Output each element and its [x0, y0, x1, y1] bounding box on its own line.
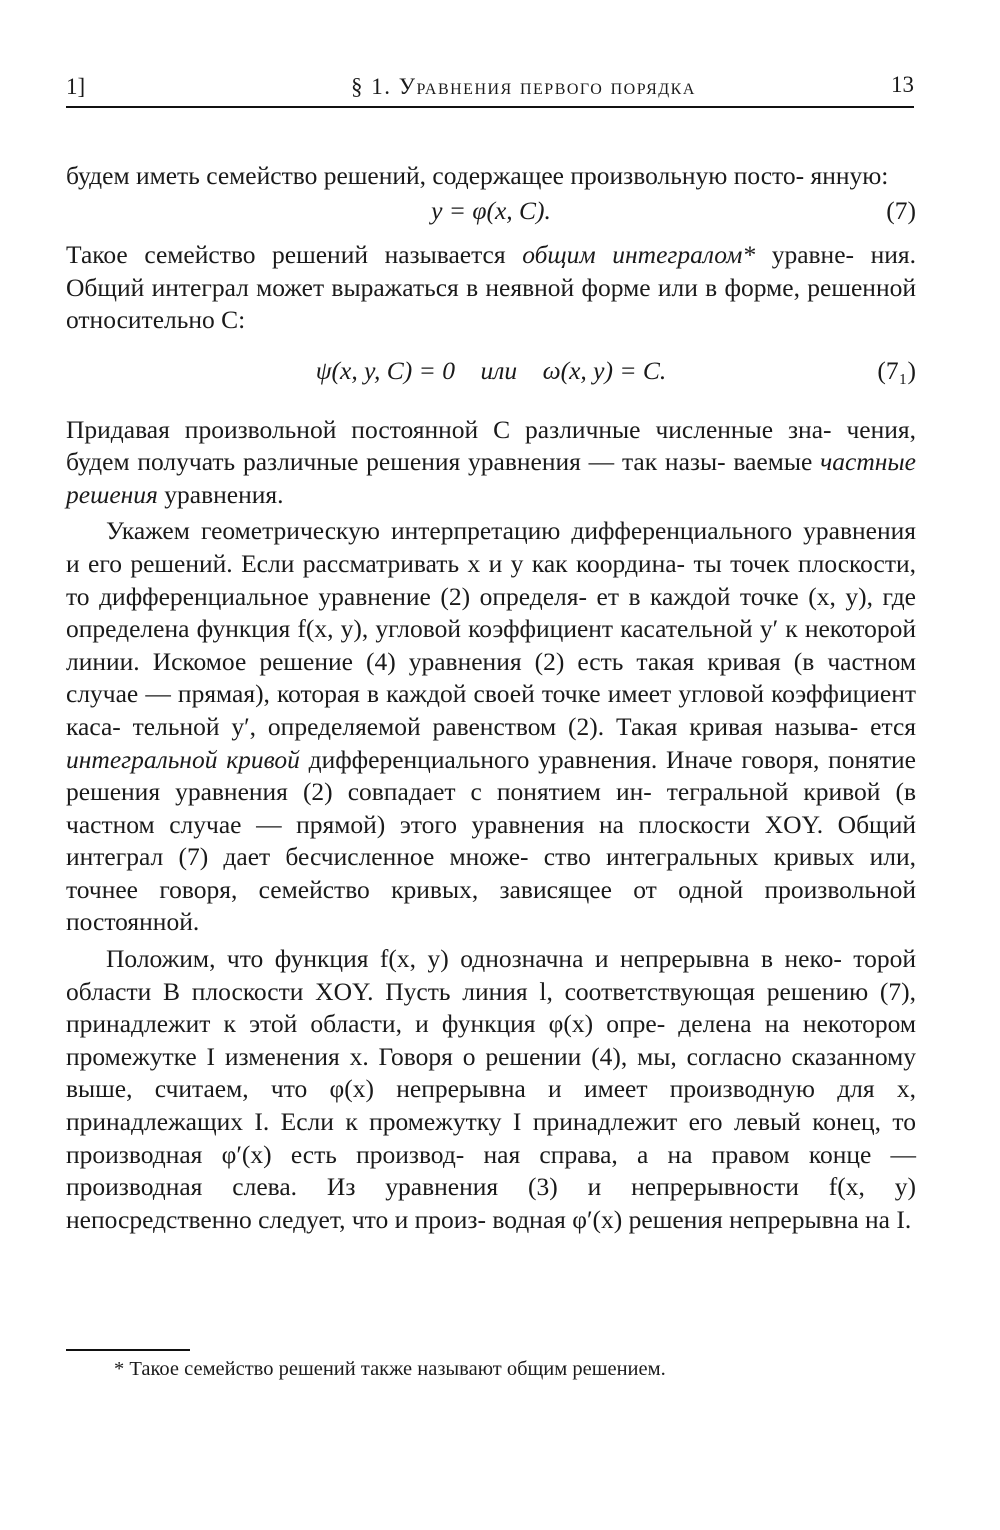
running-header — [66, 68, 914, 108]
paragraph-3 — [66, 414, 916, 512]
equation-7-1 — [66, 355, 916, 388]
page-number: 13 — [891, 72, 914, 97]
footnote-rule — [66, 1349, 190, 1351]
main-text — [66, 160, 916, 1236]
equation-7 — [66, 195, 916, 228]
paragraph-5: Положим, что функция f(x, y) однозначна и непрерывна в неко- торой области B плоскости XOY. Пусть линия l, соответствующая решению (7), принадлежит к этой области, и функция φ(x) опре- делена на некотором промежутке I изменения x. Говоря о решении (4), мы, согласно сказанному выше, считаем, что φ(x) непрерывна и имеет производную для x, принадлежащих I. Если к промежутку I принадлежит его левый конец, то производная φ′(x) есть производ- ная справа, а на правом конце — производная слева. Из уравнения (3) и непрерывности f(x, y) непосредственно следует, что и произ- водная φ′(x) решения непрерывна на I. — [66, 944, 916, 1234]
paragraph-2 — [66, 239, 916, 337]
paragraph-2-text-a: Такое семейство решений называется — [66, 240, 523, 270]
equation-7-formula: y = φ(x, C). — [431, 195, 551, 225]
paragraph-3-text-b: уравнения. — [157, 479, 284, 509]
paragraph-4-emphasis: интегральной кривой — [66, 744, 300, 774]
equation-7-1-formula: ψ(x, y, C) = 0 или ω(x, y) = C. — [315, 355, 667, 385]
paragraph-3-emphasis: частные решения — [66, 447, 916, 509]
header-rule — [66, 106, 914, 108]
paragraph-4-text-b: дифференциального уравнения. Иначе говоря, понятие решения уравнения (2) совпадает с понятием ин- тегральной кривой (в частном случае — прямой) этого уравнения на плоскости XOY. Общий интеграл (7) дает бесчисленное множе- ство интегральных кривых или, точнее говоря, семейство кривых, зависящее от одной произвольной постоянной. — [66, 744, 916, 937]
paragraph-3-text-a: Придавая произвольной постоянной C различные численные зна- чения, будем получать различные решения уравнения — так назы- ваемые — [66, 414, 916, 477]
paragraph-1: будем иметь семейство решений, содержащее произвольную посто- янную: — [66, 161, 889, 190]
paragraph-4-text-a: Укажем геометрическую интерпретацию дифференциального уравнения и его решений. Если рассматривать x и y как координа- ты точек плоскости, то дифференциальное уравнение (2) определя- ет в каждой точке (x, y), где определена функция f(x, y), угловой коэффициент касательной y′ к некоторой линии. Искомое решение (4) уравнения (2) есть такая кривая (в частном случае — прямая), которая в каждой своей точке имеет угловой коэффициент каса- тельной y′, определяемой равенством (2). Такая кривая называ- ется — [66, 516, 916, 741]
footnote: * Такое семейство решений также называют общим решением. — [114, 1358, 666, 1380]
paragraph-2-text-b: уравне- ния. Общий интеграл может выражаться в неявной форме или в форме, решенной относительно C: — [66, 240, 916, 335]
header-section-ref: 1] — [66, 74, 86, 99]
header-title: § 1. Уравнения первого порядка — [351, 74, 696, 99]
paragraph-4 — [66, 515, 916, 939]
equation-7-number: (7) — [886, 195, 916, 225]
equation-7-1-number: (7₁) — [877, 355, 916, 385]
paragraph-2-emphasis: общим интегралом* — [522, 240, 756, 270]
